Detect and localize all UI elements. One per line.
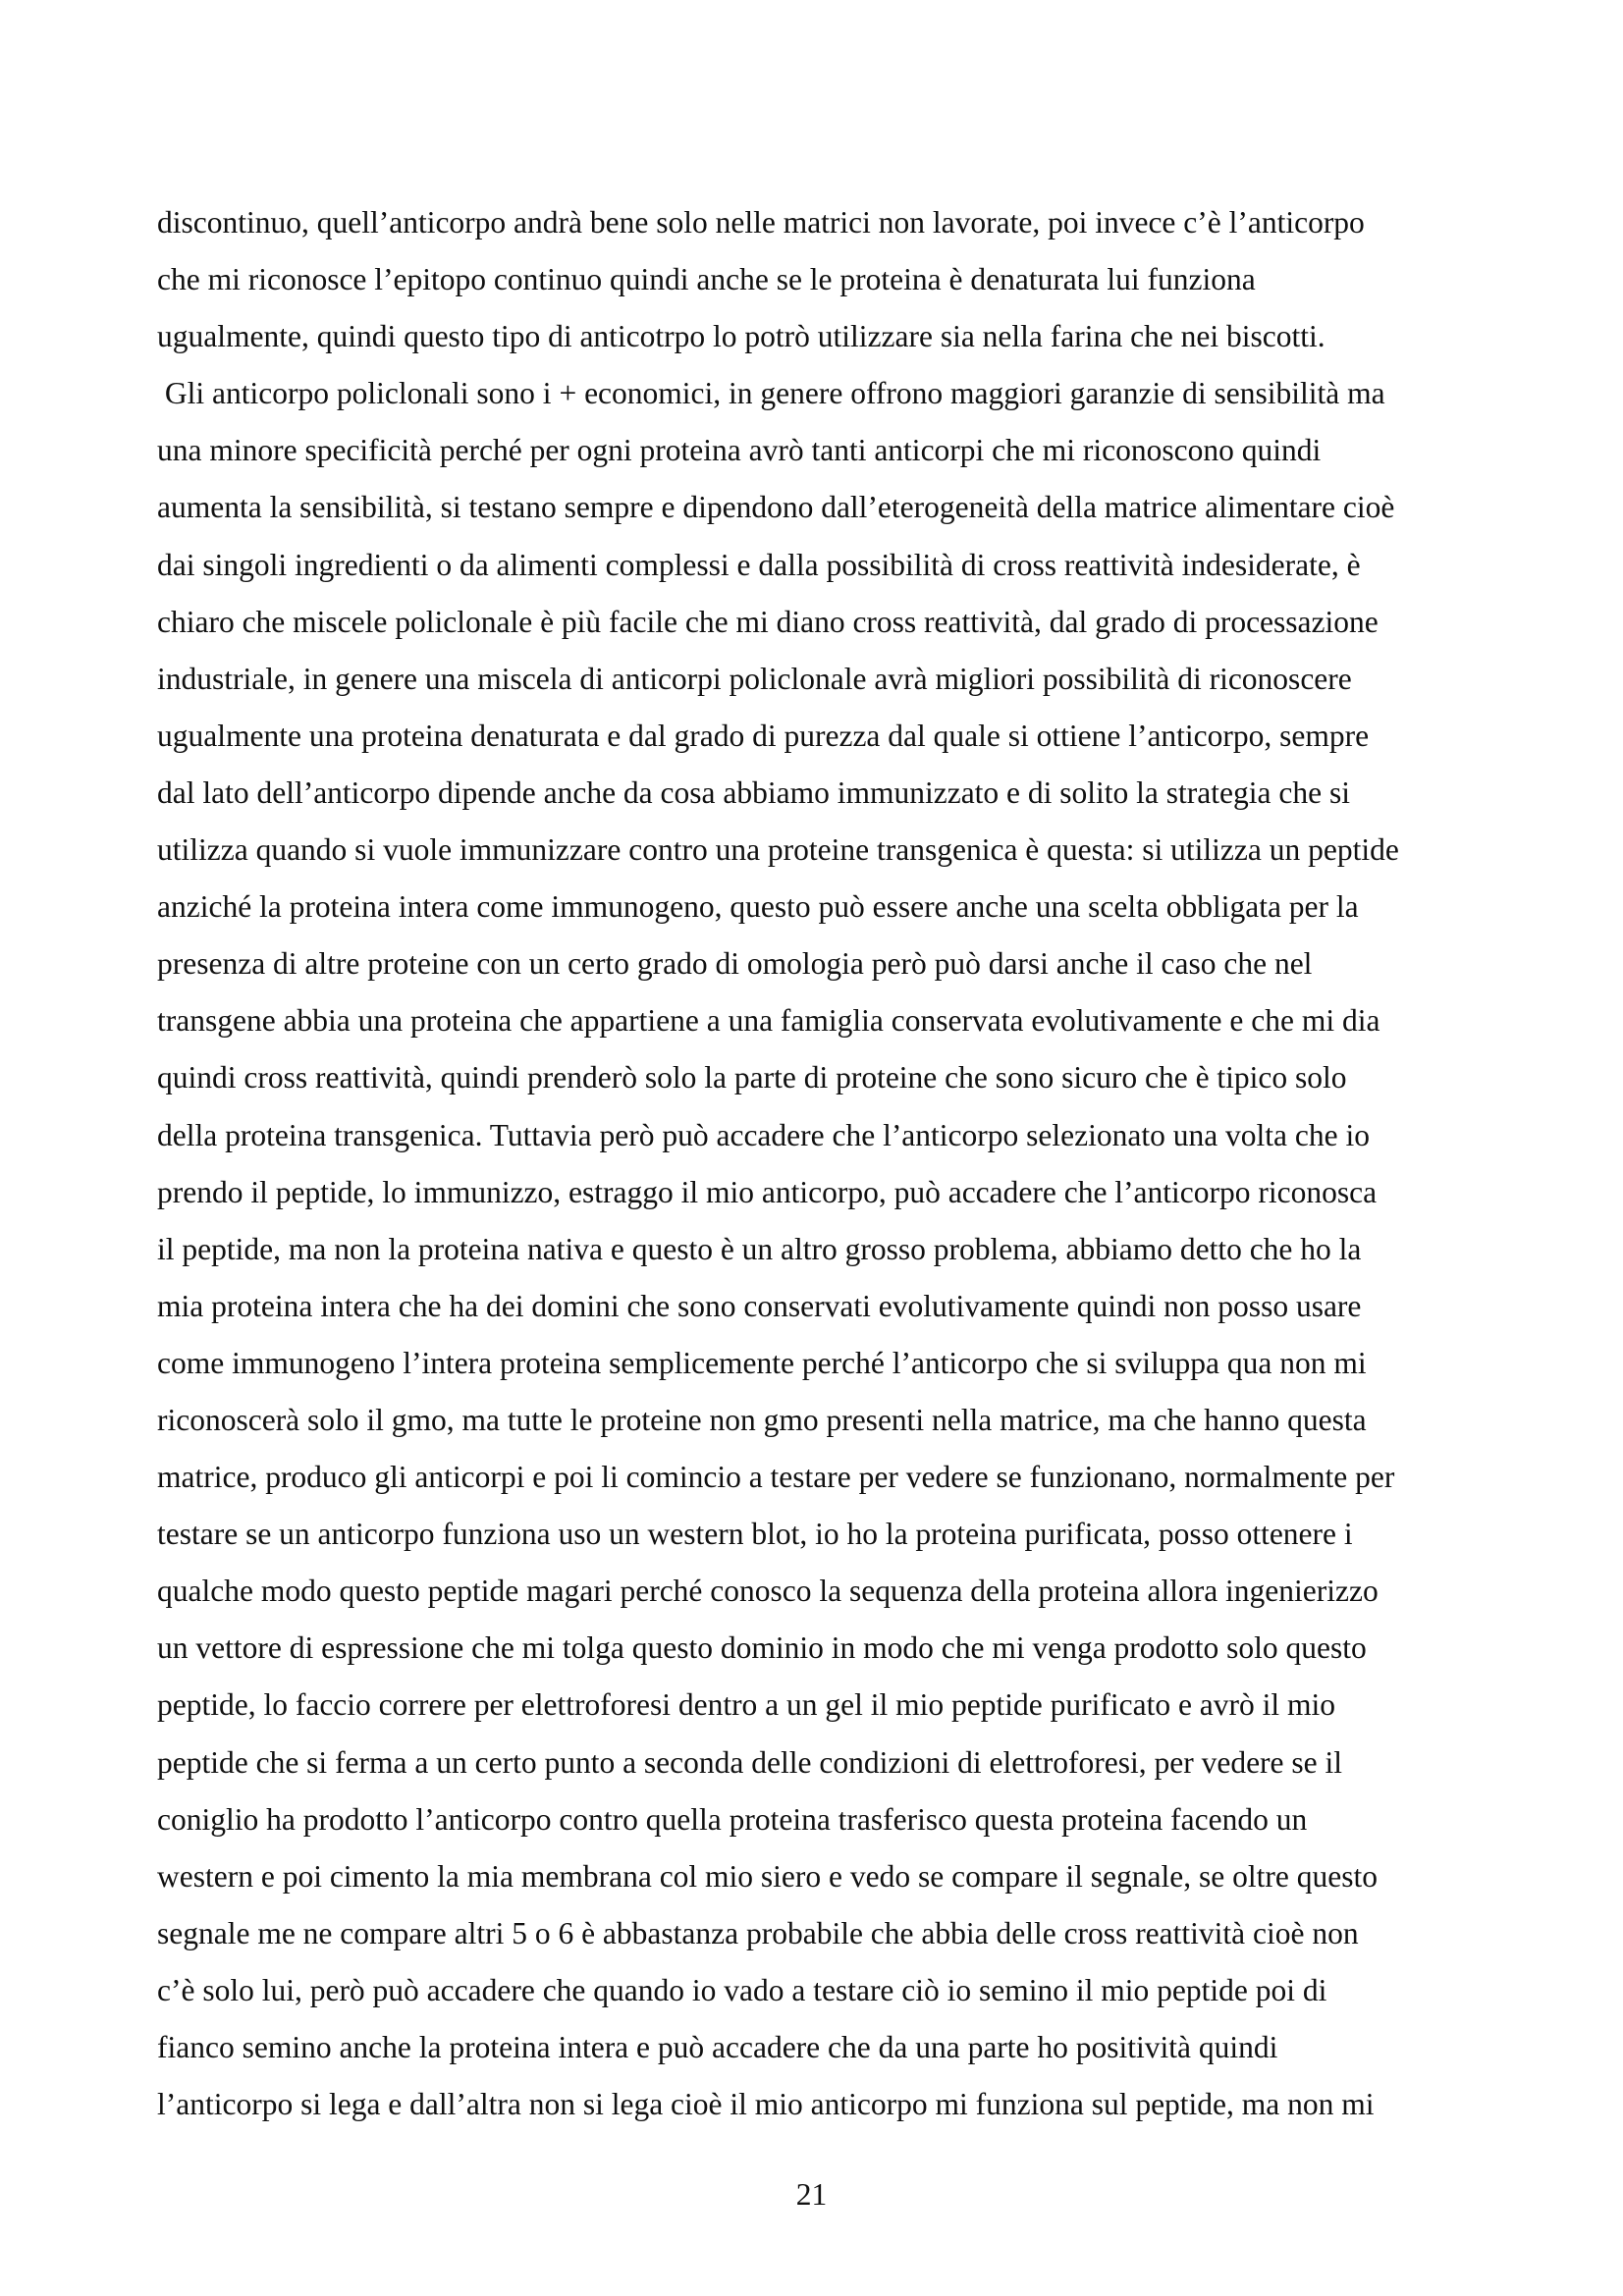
- text-line: segnale me ne compare altri 5 o 6 è abbastanza probabile che abbia delle cross reattività cioè non: [157, 1915, 1359, 1950]
- text-line: coniglio ha prodotto l’anticorpo contro quella proteina trasferisco questa proteina facendo un: [157, 1801, 1308, 1837]
- text-line: peptide, lo faccio correre per elettroforesi dentro a un gel il mio peptide purificato e avrò il mio: [157, 1687, 1336, 1723]
- text-line: il peptide, ma non la proteina nativa e questo è un altro grosso problema, abbiamo detto che ho la: [157, 1231, 1362, 1266]
- text-line: aumenta la sensibilità, si testano sempre e dipendono dall’eterogeneità della matrice alimentare cioè: [157, 490, 1395, 525]
- text-line: quindi cross reattività, quindi prenderò solo la parte di proteine che sono sicuro che è tipico solo: [157, 1060, 1347, 1095]
- text-line: fianco semino anche la proteina intera e può accadere che da una parte ho positività quindi: [157, 2030, 1278, 2064]
- text-line: riconoscerà solo il gmo, ma tutte le proteine non gmo presenti nella matrice, ma che hanno questa: [157, 1402, 1367, 1437]
- text-line: utilizza quando si vuole immunizzare contro una proteine transgenica è questa: si utilizza un peptide: [157, 832, 1399, 868]
- text-line: matrice, produco gli anticorpi e poi li comincio a testare per vedere se funzionano, normalmente per: [157, 1460, 1395, 1495]
- text-line: prendo il peptide, lo immunizzo, estraggo il mio anticorpo, può accadere che l’anticorpo riconosca: [157, 1174, 1378, 1209]
- text-line: chiaro che miscele policlonale è più facile che mi diano cross reattività, dal grado di processazione: [157, 604, 1379, 639]
- text-line: anziché la proteina intera come immunogeno, questo può essere anche una scelta obbligata per la: [157, 889, 1359, 925]
- text-line: peptide che si ferma a un certo punto a seconda delle condizioni di elettroforesi, per vedere se il: [157, 1744, 1343, 1780]
- text-line: testare se un anticorpo funziona uso un western blot, io ho la proteina purificata, posso ottenere i: [157, 1517, 1353, 1552]
- text-line: l’anticorpo si lega e dall’altra non si lega cioè il mio anticorpo mi funziona sul peptide, ma non mi: [157, 2087, 1375, 2122]
- text-line: dai singoli ingredienti o da alimenti complessi e dalla possibilità di cross reattività indesiderate, è: [157, 547, 1361, 582]
- text-line: western e poi cimento la mia membrana col mio siero e vedo se compare il segnale, se oltre questo: [157, 1858, 1378, 1894]
- text-line: c’è solo lui, però può accadere che quando io vado a testare ciò io semino il mio peptide poi di: [157, 1972, 1327, 2007]
- text-line: come immunogeno l’intera proteina semplicemente perché l’anticorpo che si sviluppa qua non mi: [157, 1345, 1367, 1380]
- text-line: dal lato dell’anticorpo dipende anche da cosa abbiamo immunizzato e di solito la strategia che si: [157, 774, 1350, 810]
- text-line: discontinuo, quell’anticorpo andrà bene solo nelle matrici non lavorate, poi invece c’è l’anticorpo: [157, 205, 1365, 240]
- text-line: ugualmente, quindi questo tipo di anticotrpo lo potrò utilizzare sia nella farina che nei biscotti.: [157, 319, 1325, 354]
- text-line: un vettore di espressione che mi tolga questo dominio in modo che mi venga prodotto solo questo: [157, 1630, 1367, 1666]
- text-line: mia proteina intera che ha dei domini che sono conservati evolutivamente quindi non posso usare: [157, 1288, 1362, 1323]
- text-line: transgene abbia una proteina che appartiene a una famiglia conservata evolutivamente e che mi dia: [157, 1003, 1380, 1039]
- text-line: che mi riconosce l’epitopo continuo quindi anche se le proteina è denaturata lui funziona: [157, 262, 1256, 297]
- text-line: industriale, in genere una miscela di anticorpi policlonale avrà migliori possibilità di riconoscere: [157, 661, 1352, 696]
- text-line: ugualmente una proteina denaturata e dal grado di purezza dal quale si ottiene l’anticorpo, sempre: [157, 718, 1370, 753]
- text-line: Gli anticorpo policlonali sono i + economici, in genere offrono maggiori garanzie di sensibilità ma: [157, 376, 1385, 411]
- page-number: 21: [795, 2177, 828, 2212]
- text-line: una minore specificità perché per ogni proteina avrò tanti anticorpi che mi riconoscono quindi: [157, 433, 1322, 468]
- text-line: qualche modo questo peptide magari perché conosco la sequenza della proteina allora ingenierizzo: [157, 1574, 1379, 1609]
- text-line: della proteina transgenica. Tuttavia però può accadere che l’anticorpo selezionato una volta che io: [157, 1117, 1371, 1152]
- body-text: [157, 194, 1483, 2133]
- text-line: presenza di altre proteine con un certo grado di omologia però può darsi anche il caso che nel: [157, 946, 1313, 982]
